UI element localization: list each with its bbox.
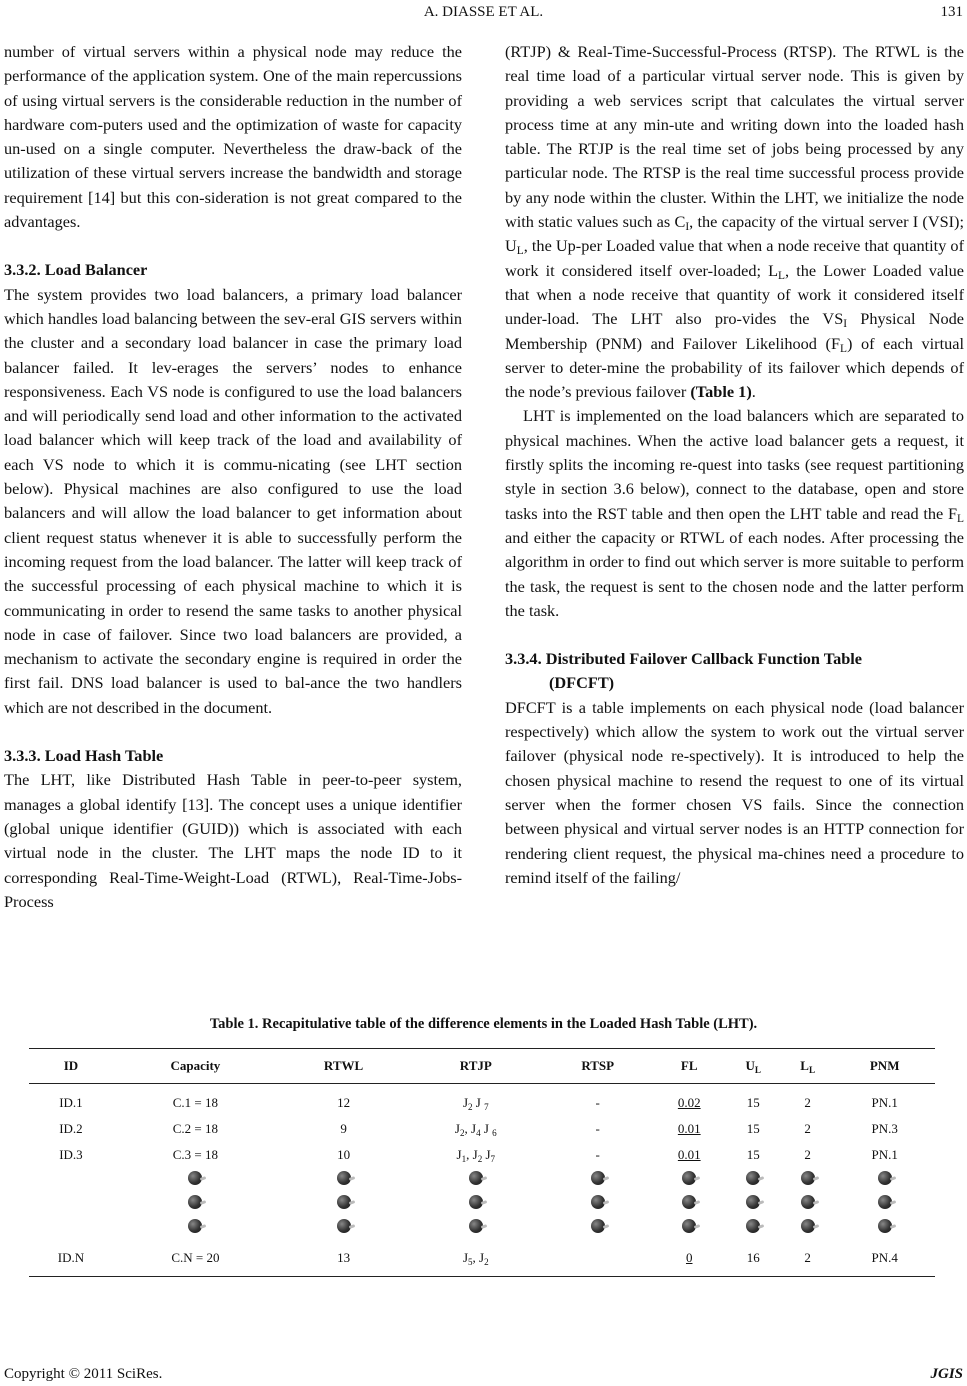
bullet-dot-icon bbox=[746, 1171, 760, 1185]
table-header-row bbox=[29, 1049, 935, 1084]
bullet-dot-icon bbox=[469, 1171, 483, 1185]
lht-table bbox=[29, 1048, 935, 1277]
col-header-rtjp: RTJP bbox=[409, 1049, 542, 1084]
journal-name: JGIS bbox=[930, 1366, 963, 1382]
bullet-dot-icon bbox=[878, 1171, 892, 1185]
paragraph: DFCFT is a table implements on each physical node (load balancer respectively) which allow the system to work out the virtual server failover (physical node re-spectively). It is introduced to help the chosen physical machine to resend the request to one of its virtual server when the former chosen VS fails. Since the connection between physical and virtual server nodes is an HTTP connection for rendering client request, the physical ma-chines need a procedure to remind itself of the failing/ bbox=[505, 697, 964, 887]
bullet-dot-icon bbox=[591, 1219, 605, 1233]
bullet-dot-icon bbox=[337, 1195, 351, 1209]
bullet-dot-icon bbox=[801, 1171, 815, 1185]
bullet-dot-icon bbox=[337, 1219, 351, 1233]
page-footer bbox=[4, 1366, 963, 1383]
bullet-dot-icon bbox=[188, 1219, 202, 1233]
paragraph: The LHT, like Distributed Hash Table in peer-to-peer system, manages a global identify [13]. The concept uses a unique identifier (global unique identifier (GUID)) which is associated with each virtual node in the cluster. The LHT maps the node ID to it corresponding Real-Time-Weight-Load (RTWL), Real-Time-Jobs-Process bbox=[4, 770, 462, 911]
ellipsis-row bbox=[29, 1216, 935, 1240]
header-author: A. DIASSE ET AL. bbox=[423, 4, 544, 20]
copyright-notice: Copyright © 2011 SciRes. bbox=[4, 1366, 163, 1382]
col-header-ul: $U_L$ bbox=[725, 1049, 781, 1084]
bullet-dot-icon bbox=[591, 1171, 605, 1185]
bullet-dot-icon bbox=[746, 1219, 760, 1233]
page-number: 131 bbox=[940, 4, 963, 20]
col-header-rtwl: RTWL bbox=[278, 1049, 409, 1084]
ellipsis-row bbox=[29, 1168, 935, 1192]
table-row: ID.N C.N = 20 13 $J_5$, $J_2$ 0 16 2 PN.4 bbox=[29, 1240, 935, 1277]
col-header-ll: $L_L$ bbox=[781, 1049, 834, 1084]
bullet-dot-icon bbox=[878, 1195, 892, 1209]
bullet-dot-icon bbox=[337, 1171, 351, 1185]
bullet-dot-icon bbox=[878, 1219, 892, 1233]
bullet-dot-icon bbox=[469, 1219, 483, 1233]
col-header-fl: FL bbox=[653, 1049, 725, 1084]
bullet-dot-icon bbox=[682, 1171, 696, 1185]
section-heading-3-3-3: 3.3.3. Load Hash Table bbox=[4, 746, 164, 766]
bullet-dot-icon bbox=[801, 1219, 815, 1233]
table-row: ID.3 C.3 = 18 10 $J_1$, $J_2$ $J_7$ - 0.01 15 2 PN.1 bbox=[59, 1147, 898, 1164]
running-header bbox=[0, 4, 967, 24]
bullet-dot-icon bbox=[801, 1195, 815, 1209]
section-heading-3-3-2: 3.3.2. Load Balancer bbox=[4, 260, 148, 280]
table-row: ID.2 C.2 = 18 9 $J_2$, $J_4$ J $_6$ - 0.01 15 2 PN.3 bbox=[59, 1121, 898, 1138]
paragraph: The system provides two load balancers, a primary load balancer which handles load balancing between the sev-eral GIS servers within the cluster and a secondary load balancer in case the primary load balancer failed. It lev-erages the servers’ nodes to enhance responsiveness. Each VS node is configured to use the load balancers and will periodically send load and other information to the activated load balancer which will keep track of the load and availability of each VS node to which it is commu-nicating (see LHT section below). Physical machines are also configured to use the load balancers and will allow the load balancer to get information about client request status whenever it is able to successfully perform the incoming request from the load balancer. The latter will keep track of the successful processing of each physical machine to which it is communicating in order to resend the same tasks to another physical node in case of failover. Since two load balancers are provided, a mechanism to activate the secondary engine is required in order the first fail. DNS load balancer is used to bal-ance the two handlers which are not described in the document. bbox=[4, 284, 462, 717]
col-header-capacity: Capacity bbox=[113, 1049, 278, 1084]
right-column bbox=[505, 40, 964, 890]
bullet-dot-icon bbox=[469, 1195, 483, 1209]
ellipsis-row bbox=[29, 1192, 935, 1216]
paragraph: LHT is implemented on the load balancers which are separated to physical machines. When the active load balancer gets a request, it firstly splits the incoming re-quest into tasks (see request partitioning style in section 3.6 below), connect to the database, open and store tasks into the RST table and then open the LHT table and read the $F_L$ and either the capacity or RTWL of each nodes. After processing the algorithm in order to find out which server is more suitable to perform the task, the request is sent to the chosen node and the latter perform the task. bbox=[505, 406, 964, 620]
bullet-dot-icon bbox=[591, 1195, 605, 1209]
section-heading-3-3-4: 3.3.4. Distributed Failover Callback Function Table bbox=[505, 649, 863, 669]
bullet-dot-icon bbox=[188, 1195, 202, 1209]
col-header-id: ID bbox=[29, 1049, 113, 1084]
table-row: ID.1 C.1 = 18 12 $J_2$ J $_7$ - 0.02 15 2 PN.1 bbox=[59, 1095, 898, 1112]
bullet-dot-icon bbox=[682, 1219, 696, 1233]
section-heading-3-3-4-cont: (DFCFT) bbox=[549, 673, 615, 693]
left-column bbox=[4, 40, 462, 914]
col-header-pnm: PNM bbox=[834, 1049, 935, 1084]
table-reference: (Table 1) bbox=[690, 382, 752, 402]
bullet-dot-icon bbox=[682, 1195, 696, 1209]
paragraph: number of virtual servers within a physical node may reduce the performance of the application system. One of the main repercussions of using virtual servers is the considerable reduction in the number of hardware com-puters used and the optimization of waste for capacity un-used on a single computer. Nevertheless the draw-back of the utilization of these virtual servers increase the bandwidth and storage requirement [14] but this con-sideration is not great compared to the advantages. bbox=[4, 42, 462, 232]
col-header-rtsp: RTSP bbox=[542, 1049, 653, 1084]
table-caption: Table 1. Recapitulative table of the difference elements in the Loaded Hash Table (LHT). bbox=[209, 1016, 758, 1032]
bullet-dot-icon bbox=[188, 1171, 202, 1185]
bullet-dot-icon bbox=[746, 1195, 760, 1209]
paragraph: (RTJP) & Real-Time-Successful-Process (RTSP). The RTWL is the real time load of a particular virtual server node. This is given by providing a web services script that calculates the virtual server process time at any min-ute and writing down into the loaded hash table. The RTJP is the real time set of jobs being processed by any particular node. The RTSP is the real time successful process provide by any node within the cluster. Within the LHT, we initialize the node with static values such as $C_I$, the capacity of the virtual server I (VSI); $U_L$, the Up-per Loaded value that when a node receive that quantity of work it considered itself over-loaded; $L_L$, the Lower Loaded value that when a node receive that quantity of work it considered itself under-load. The LHT also pro-vides the $VS_I$ Physical Node Membership (PNM) and Failover Likelihood $(F_L)$ of each virtual server to deter-mine the probability of its failover which depends of the node’s previous failover (Table 1). bbox=[505, 42, 965, 402]
